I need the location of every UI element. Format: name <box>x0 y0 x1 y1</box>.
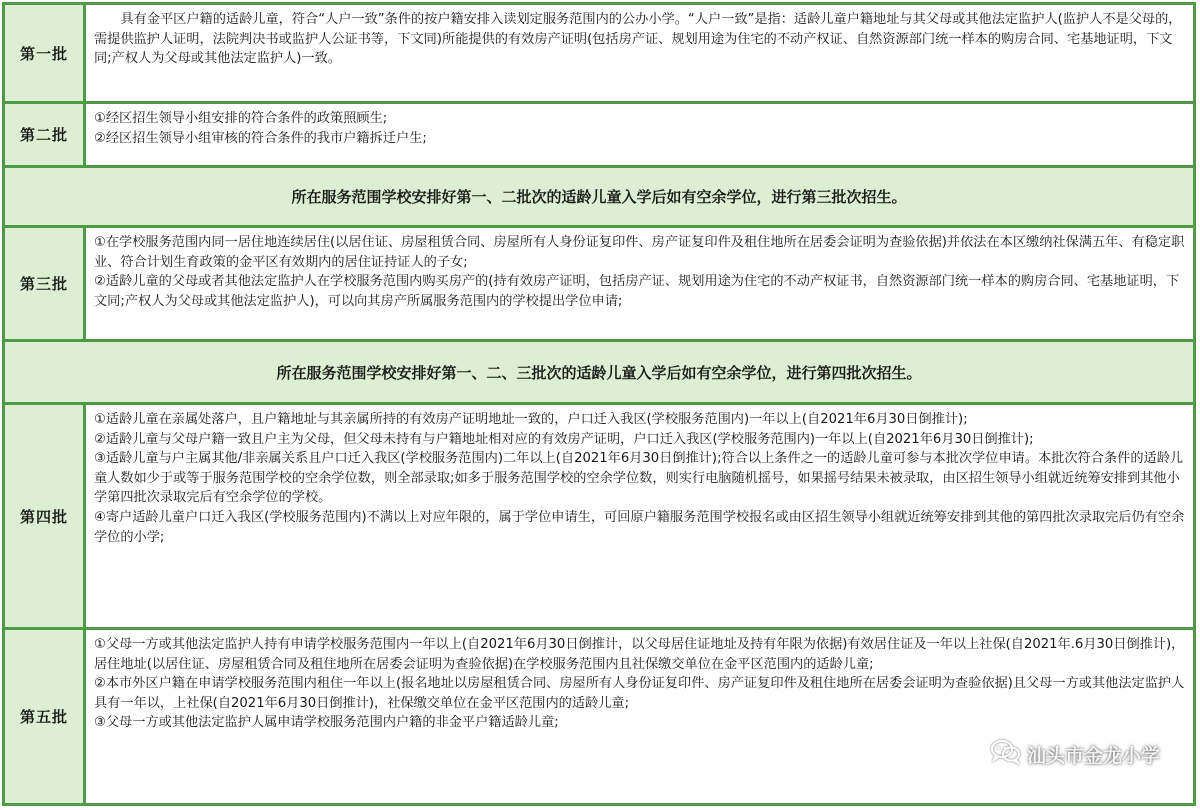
batch-content <box>86 5 1193 101</box>
batch-content <box>86 630 1193 803</box>
batch-item: ②适龄儿童的父母或者其他法定监护人在学校服务范围内购买房产的(持有效房产证明，包括房产证、规划用途为住宅的不动产权证书，自然资源部门统一样本的购房合同、宅基地证明，下文同;产权人为父母或其他法定监护人)，可以向其房产所属服务范围内的学校提出学位申请; <box>94 274 1180 309</box>
batch-row-5 <box>5 630 1193 803</box>
batch-label: 第二批 <box>5 104 83 165</box>
batch-label: 第四批 <box>5 405 83 627</box>
batch-item: ②适龄儿童与父母户籍一致且户主为父母，但父母未持有与户籍地址相对应的有效房产证明，户口迁入我区(学校服务范围内)一年以上(自2021年6月30日倒推计); <box>94 431 1034 447</box>
batch-item: ①适龄儿童在亲属处落户，且户籍地址与其亲属所持的有效房产证明地址一致的，户口迁入我区(学校服务范围内)一年以上(自2021年6月30日倒推计); <box>94 412 968 427</box>
batch-label: 第五批 <box>5 630 83 803</box>
batch-item: ②经区招生领导小组审核的符合条件的我市户籍拆迁户生; <box>94 130 427 146</box>
batch-item: ④寄户适龄儿童户口迁入我区(学校服务范围内)不满以上对应年限的，属于学位申请生，可回原户籍服务范围学校报名或由区招生领导小组就近统筹安排到其他的第四批次录取完后仍有空余学位的小学; <box>94 509 1185 545</box>
wechat-icon <box>991 739 1021 770</box>
batch-item: ②本市外区户籍在申请学校服务范围内租住一年以上(报名地址以房屋租赁合同、房屋所有人身份证复印件、房产证复印件及租住地所在居委会证明为查验依据)且父母一方或其他法定监护人具有一年以，上社保(自2021年6月30日倒推计)，社保缴交单位在金平区范围内的适龄儿童; <box>94 676 1185 711</box>
batch-row-4 <box>5 405 1193 627</box>
batch-item: ①父母一方或其他法定监护人持有申请学校服务范围内一年以上(自2021年6月30日倒推计，以父母居住证地址及持有年限为依据)有效居住证及一年以上社保(自2021年.6月30日倒推计)，居住地址(以居住证、房屋租赁合同及租住地所在居委会证明为查验依据)在学校服务范围内且社保缴交单位在金平区范围内的适龄儿童; <box>94 637 1185 672</box>
batch-row-3 <box>5 228 1193 339</box>
transition-banner-2: 所在服务范围学校安排好第一、二、三批次的适龄儿童入学后如有空余学位，进行第四批次招生。 <box>5 342 1193 402</box>
watermark-text: 汕头市金龙小学 <box>1026 745 1160 767</box>
batch-item: ①在学校服务范围内同一居住地连续居住(以居住证、房屋租赁合同、房屋所有人身份证复印件、房产证复印件及租住地所在居委会证明为查验依据)并依法在本区缴纳社保满五年、有稳定职业、符合计划生育政策的金平区有效期内的居住证持证人的子女; <box>94 235 1185 270</box>
watermark <box>991 739 1160 770</box>
batch-item: ③父母一方或其他法定监护人属申请学校服务范围内户籍的非金平户籍适龄儿童; <box>94 715 559 731</box>
batch-content <box>86 405 1193 627</box>
batch-item: ①经区招生领导小组安排的符合条件的政策照顾生; <box>94 111 388 126</box>
batch-row-2 <box>5 104 1193 165</box>
batch-paragraph: 具有金平区户籍的适龄儿童，符合“人户一致”条件的按户籍安排入读划定服务范围内的公办小学。“人户一致”是指：适龄儿童户籍地址与其父母或其他法定监护人(监护人不是父母的，需提供监护人证明，法院判决书或监护人公证书等，下文同)所能提供的有效房产证明(包括房产证、规划用途为住宅的不动产权证、自然资源部门统一样本的购房合同、宅基地证明，下文同;产权人为父母或其他法定监护人)一致。 <box>94 12 1182 67</box>
batch-item: ③适龄儿童与户主属其他/非亲属关系且户口迁入我区(学校服务范围内)二年以上(自2021年6月30日倒推计);符合以上条件之一的适龄儿童可参与本批次学位申请。本批次符合条件的适龄儿童人数如少于或等于服务范围学校的空余学位数，则全部录取;如多于服务范围学校的空余学位数，则实行电脑随机摇号，如果摇号结果未被录取，由区招生领导小组就近统筹安排到其他小学第四批次录取完后有空余学位的学校。 <box>94 451 1184 506</box>
batch-row-1 <box>5 5 1193 101</box>
transition-banner-1: 所在服务范围学校安排好第一、二批次的适龄儿童入学后如有空余学位，进行第三批次招生。 <box>5 168 1193 225</box>
batch-content <box>86 228 1193 339</box>
batch-label: 第三批 <box>5 228 83 339</box>
batch-content <box>86 104 1193 165</box>
batch-label: 第一批 <box>5 5 83 101</box>
admission-batches-table <box>2 2 1196 806</box>
